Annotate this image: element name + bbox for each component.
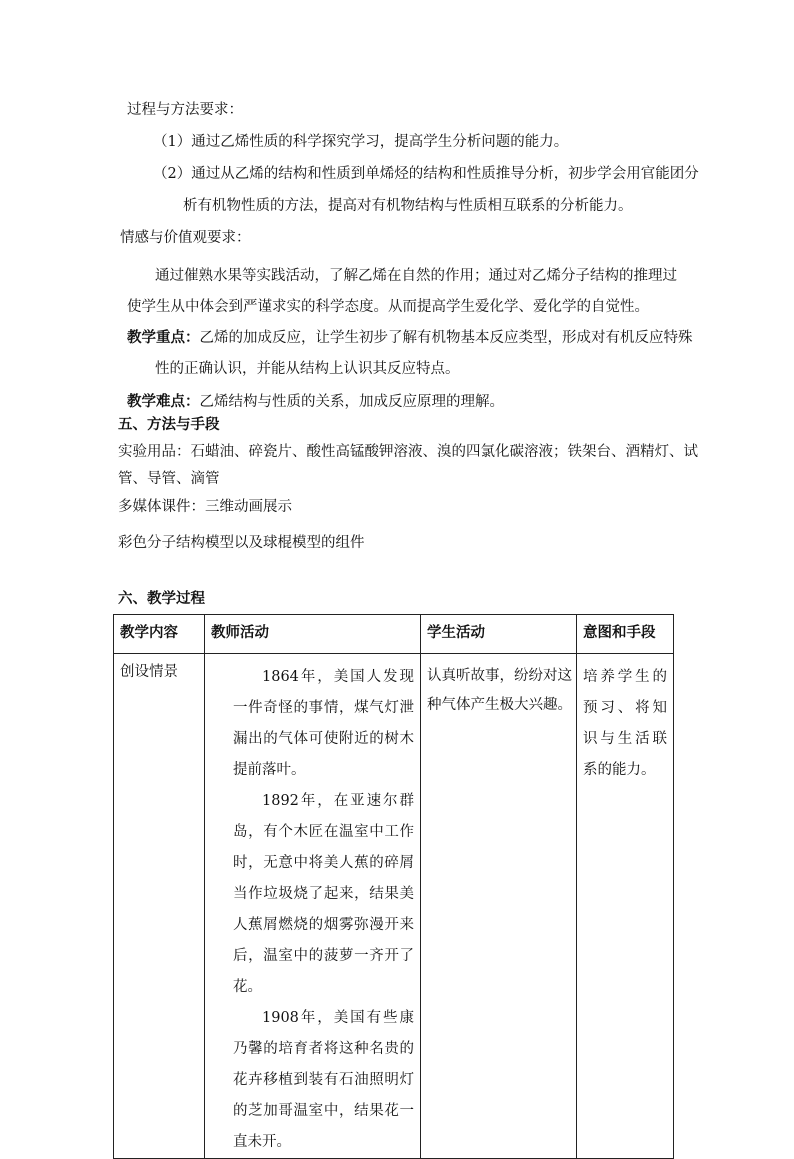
multimedia-line: 多媒体课件：三维动画展示 bbox=[118, 499, 292, 515]
student-line-2: 种气体产生极大兴趣。 bbox=[427, 697, 572, 713]
header-teacher-activity: 教师活动 bbox=[205, 615, 421, 654]
content-text: 创设情景 bbox=[120, 664, 178, 680]
section5-title: 五、方法与手段 bbox=[118, 416, 220, 433]
difficulty-label: 教学难点： bbox=[127, 393, 200, 410]
key-point-label: 教学重点： bbox=[127, 329, 200, 346]
cell-teaching-content bbox=[114, 654, 205, 1159]
emotion-line2: 使学生从中体会到严谨求实的科学态度。从而提高学生爱化学、爱化学的自觉性。 bbox=[127, 299, 649, 315]
difficulty-text: 乙烯结构与性质的关系，加成反应原理的理解。 bbox=[199, 394, 504, 410]
process-method-title: 过程与方法要求： bbox=[127, 102, 243, 118]
models-line: 彩色分子结构模型以及球棍模型的组件 bbox=[118, 535, 365, 551]
difficulty-line bbox=[127, 392, 504, 412]
student-line-1: 认真听故事，纷纷对这 bbox=[427, 668, 572, 684]
section6-title: 六、教学过程 bbox=[118, 590, 205, 607]
materials-line1: 实验用品：石蜡油、碎瓷片、酸性高锰酸钾溶液、溴的四氯化碳溶液；铁架台、酒精灯、试 bbox=[118, 444, 698, 460]
process-item-1: （1）通过乙烯性质的科学探究学习，提高学生分析问题的能力。 bbox=[153, 134, 569, 150]
teaching-process-table bbox=[113, 614, 674, 1159]
teacher-paragraph-1: 1864年，美国人发现一件奇怪的事情，煤气灯泄漏出的气体可使附近的树木提前落叶。 bbox=[233, 669, 414, 778]
cell-student-activity bbox=[421, 654, 577, 1159]
key-point-text: 乙烯的加成反应，让学生初步了解有机物基本反应类型，形成对有机反应特殊 bbox=[199, 330, 693, 346]
teacher-paragraph-3: 1908年，美国有些康乃馨的培育者将这种名贵的花卉移植到装有石油照明灯的芝加哥温室中，结果花一直未开。 bbox=[233, 1010, 414, 1150]
key-point-line2: 性的正确认识，并能从结构上认识其反应特点。 bbox=[155, 361, 460, 377]
cell-intent-means bbox=[577, 654, 674, 1159]
process-item-2-line1: （2）通过从乙烯的结构和性质到单烯烃的结构和性质推导分析，初步学会用官能团分 bbox=[153, 166, 699, 182]
emotion-line1: 通过催熟水果等实践活动，了解乙烯在自然的作用；通过对乙烯分子结构的推理过 bbox=[155, 268, 677, 284]
teacher-paragraph-2: 1892年，在亚速尔群岛，有个木匠在温室中工作时，无意中将美人蕉的碎屑当作垃圾烧了起来，结果美人蕉屑燃烧的烟雾弥漫开来后，温室中的菠萝一齐开了花。 bbox=[233, 793, 414, 995]
header-intent-means: 意图和手段 bbox=[577, 615, 674, 654]
table-row bbox=[114, 654, 674, 1159]
cell-teacher-activity bbox=[205, 654, 421, 1159]
header-student-activity: 学生活动 bbox=[421, 615, 577, 654]
materials-line2: 管、导管、滴管 bbox=[118, 471, 220, 487]
header-teaching-content: 教学内容 bbox=[114, 615, 205, 654]
intent-text: 培养学生的预习、将知识与生活联系的能力。 bbox=[583, 669, 667, 778]
key-point-line1 bbox=[127, 328, 693, 348]
table-header-row bbox=[114, 615, 674, 654]
emotion-title: 情感与价值观要求： bbox=[120, 230, 251, 246]
process-item-2-line2: 析有机物性质的方法，提高对有机物结构与性质相互联系的分析能力。 bbox=[183, 198, 633, 214]
